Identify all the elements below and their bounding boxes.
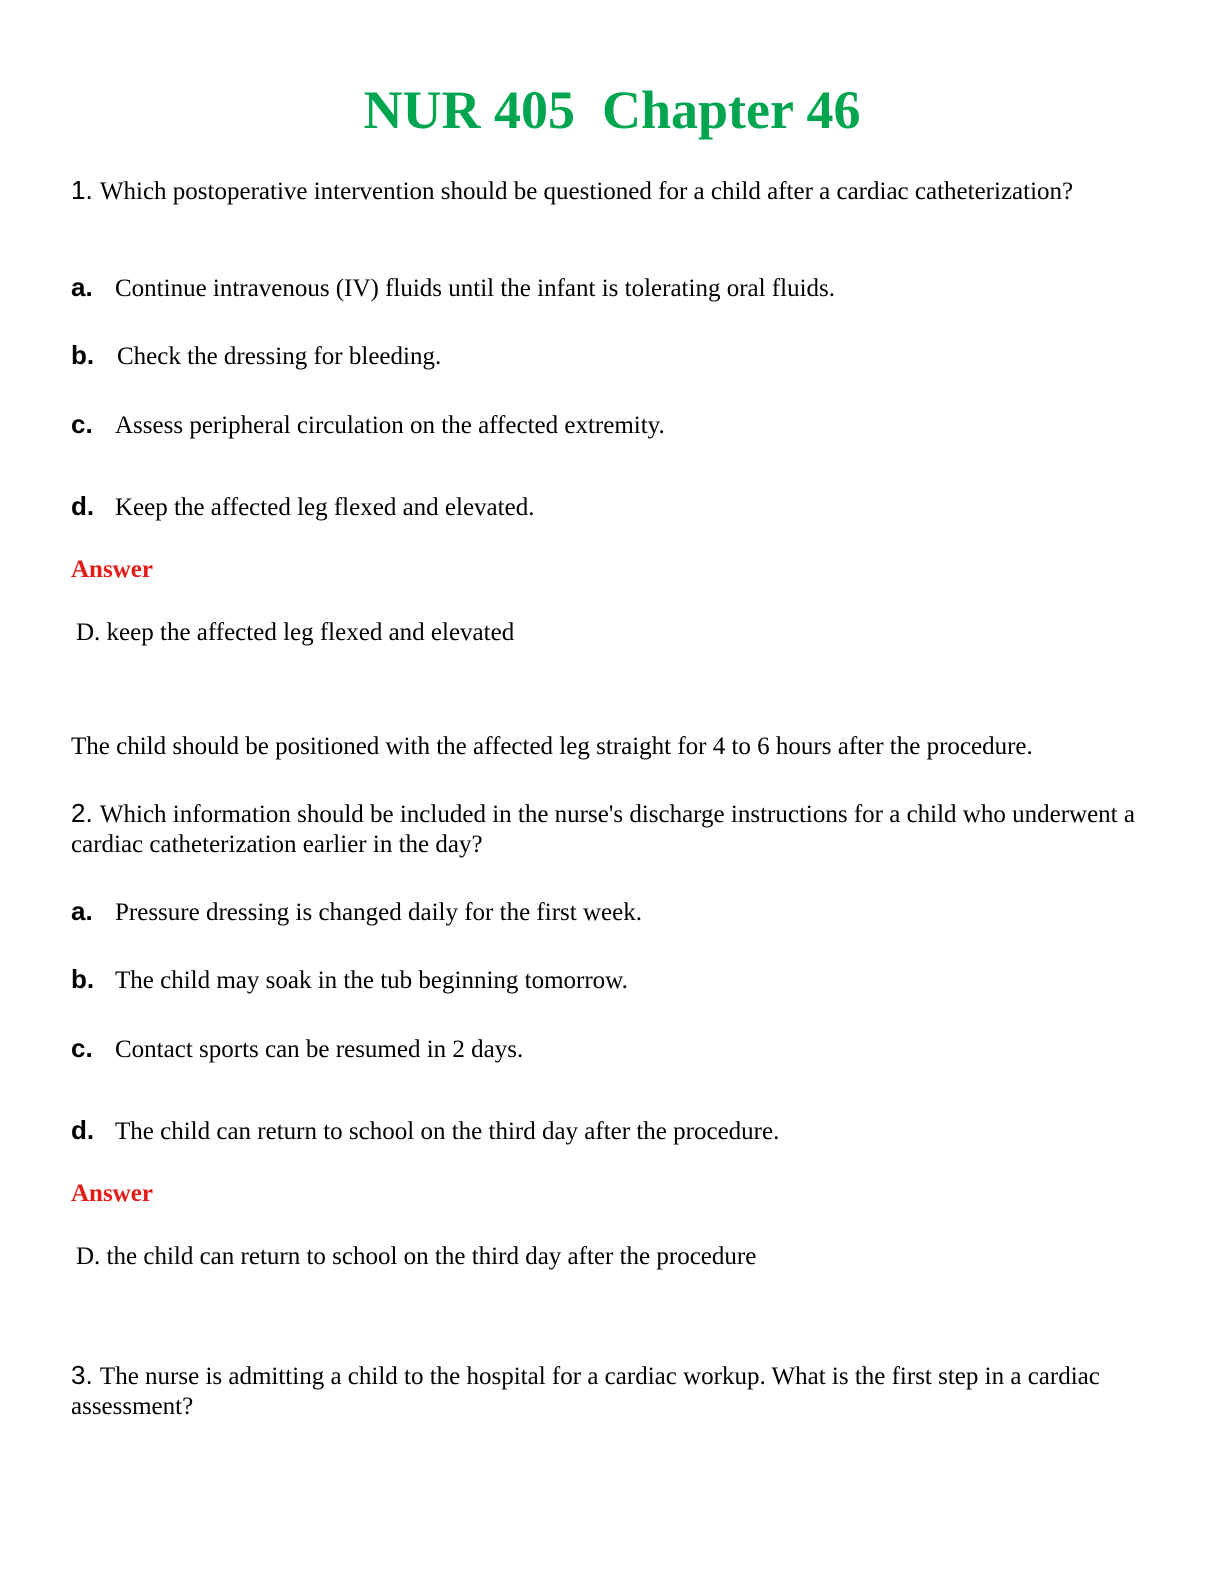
answer-label: Answer xyxy=(71,1180,153,1207)
option-1d xyxy=(71,491,1161,523)
answer-text: D. keep the affected leg flexed and elevated xyxy=(76,619,515,646)
question-1: 1. Which postoperative intervention should be questioned for a child after a cardiac catheterization? xyxy=(71,175,1074,205)
option-letter: c. xyxy=(71,1033,93,1063)
option-text: Keep the affected leg flexed and elevated. xyxy=(115,494,535,521)
option-1b xyxy=(71,340,1161,372)
option-2b xyxy=(71,964,1161,996)
answer-text: D. the child can return to school on the third day after the procedure xyxy=(76,1243,757,1270)
option-1a xyxy=(71,272,1161,304)
option-text: Continue intravenous (IV) fluids until the infant is tolerating oral fluids. xyxy=(115,275,836,302)
question-number: 3 xyxy=(71,1360,86,1390)
question-2: 2. Which information should be included in the nurse's discharge instructions for a child who underwent a cardiac catheterization earlier in the day? xyxy=(71,798,1135,858)
option-text: Assess peripheral circulation on the affected extremity. xyxy=(115,412,665,439)
option-text: The child may soak in the tub beginning tomorrow. xyxy=(115,967,628,994)
option-text: Pressure dressing is changed daily for the first week. xyxy=(115,899,642,926)
answer-label: Answer xyxy=(71,556,153,583)
question-text: Which information should be included in the nurse's discharge instructions for a child who underwent a cardiac catheterization earlier in the day? xyxy=(71,801,1135,858)
option-letter: a. xyxy=(71,896,93,926)
page-title: NUR 405 Chapter 46 xyxy=(363,80,861,140)
option-letter: b. xyxy=(71,964,95,994)
explanation-text: The child should be positioned with the affected leg straight for 4 to 6 hours after the procedure. xyxy=(71,733,1033,760)
option-2c xyxy=(71,1033,1161,1065)
option-letter: a. xyxy=(71,272,93,302)
option-letter: d. xyxy=(71,1115,95,1145)
option-1c xyxy=(71,409,1161,441)
question-number: 2 xyxy=(71,798,86,828)
option-2a xyxy=(71,896,1161,928)
option-2d xyxy=(71,1115,1161,1147)
option-letter: b. xyxy=(71,340,95,370)
option-text: Check the dressing for bleeding. xyxy=(117,343,442,370)
option-text: The child can return to school on the third day after the procedure. xyxy=(115,1118,780,1145)
question-text: The nurse is admitting a child to the hospital for a cardiac workup. What is the first step in a cardiac assessment? xyxy=(71,1363,1100,1420)
option-text: Contact sports can be resumed in 2 days. xyxy=(115,1036,524,1063)
option-letter: d. xyxy=(71,491,95,521)
option-letter: c. xyxy=(71,409,93,439)
question-number: 1 xyxy=(71,175,86,205)
question-text: Which postoperative intervention should be questioned for a child after a cardiac catheterization? xyxy=(99,178,1074,205)
question-3: 3. The nurse is admitting a child to the hospital for a cardiac workup. What is the first step in a cardiac assessment? xyxy=(71,1360,1100,1420)
